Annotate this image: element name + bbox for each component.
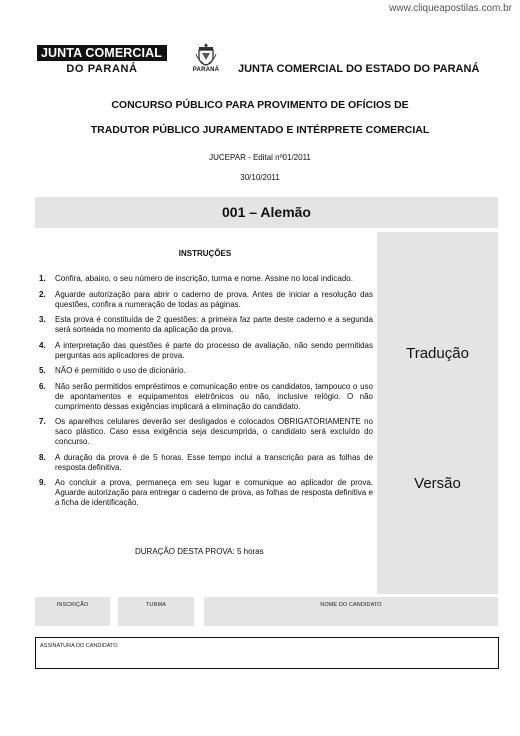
exam-date: 30/10/2011 — [240, 173, 280, 182]
parana-crest-logo — [188, 42, 224, 78]
crest-label: PARANÁ — [192, 67, 220, 73]
signature-label: ASSINATURA DO CANDIDATO — [40, 643, 118, 649]
coat-of-arms-icon — [195, 42, 217, 66]
translation-label: Tradução — [406, 345, 469, 362]
candidate-name-label: NOME DO CANDIDATO — [320, 602, 382, 608]
version-label: Versão — [414, 475, 461, 492]
instruction-text: Os aparelhos celulares deverão ser desligados e colocados OBRIGATORIAMENTE no saco plástico. Caso essa exigência seja descumprida, o candidato será excluído do concurso. — [55, 417, 373, 446]
junta-comercial-logo — [37, 45, 167, 75]
instruction-number: 8. — [39, 452, 46, 462]
side-panel — [377, 232, 498, 594]
instruction-text: Esta prova é constituída de 2 questões: a primeira faz parte deste caderno e a segunda será sorteada no momento da aplicação da prova. — [55, 315, 373, 334]
instruction-text: A duração da prova é de 5 horas. Esse tempo inclui a transcrição para as folhas de resposta definitiva. — [55, 452, 373, 472]
class-field[interactable] — [118, 597, 194, 626]
instruction-text: NÃO é permitido o uso de dicionário. — [55, 366, 186, 375]
instruction-number: 7. — [39, 417, 46, 426]
instruction-number: 4. — [39, 340, 46, 350]
instruction-item — [39, 315, 373, 335]
instruction-text: A interpretação das questões é parte do processo de avaliação, não sendo permitidas perguntas aos aplicadores de prova. — [55, 340, 373, 360]
candidate-name-field[interactable] — [204, 597, 498, 626]
org-title: JUNTA COMERCIAL DO ESTADO DO PARANÁ — [238, 63, 480, 75]
candidate-signature-field[interactable] — [35, 637, 499, 669]
instructions-list — [39, 274, 373, 514]
instructions-title: INSTRUÇÕES — [178, 249, 232, 258]
logo-line2: DO PARANÁ — [66, 63, 138, 75]
registration-number-field[interactable] — [35, 597, 110, 626]
instruction-item — [39, 478, 373, 508]
instruction-item — [39, 417, 373, 447]
instruction-item — [39, 341, 373, 361]
instruction-number: 6. — [39, 381, 46, 391]
registration-label: INSCRIÇÃO — [56, 602, 89, 608]
instruction-item — [39, 382, 373, 412]
class-label: TURMA — [145, 602, 167, 608]
instruction-item — [39, 366, 373, 376]
instruction-text: Ao concluir a prova, permaneça em seu lugar e comunique ao aplicador de prova. Aguarde autorização para entregar o caderno de prova, as folhas de resposta definitiva e a ficha de identificação. — [55, 478, 373, 507]
instruction-item — [39, 290, 373, 310]
instruction-item — [39, 274, 373, 284]
edital-number: JUCEPAR - Edital nº01/2011 — [209, 153, 311, 162]
instruction-text: Aguarde autorização para abrir o caderno de prova. Antes de iniciar a resolução das questões, confira a numeração de todas as páginas. — [55, 289, 373, 309]
instruction-number: 1. — [39, 274, 46, 283]
exam-title-line1: CONCURSO PÚBLICO PARA PROVIMENTO DE OFÍCIOS DE — [111, 99, 409, 111]
instruction-number: 3. — [39, 315, 46, 324]
subject-title: 001 – Alemão — [35, 197, 498, 228]
exam-title-line2: TRADUTOR PÚBLICO JURAMENTADO E INTÉRPRETE COMERCIAL — [90, 124, 430, 136]
instruction-number: 9. — [39, 478, 46, 487]
instruction-text: Confira, abaixo, o seu número de inscrição, turma e nome. Assine no local indicado. — [55, 274, 353, 283]
exam-duration: DURAÇÃO DESTA PROVA: 5 horas — [135, 547, 264, 556]
site-url[interactable]: www.cliqueapostilas.com.br — [389, 3, 512, 14]
instruction-number: 5. — [39, 366, 46, 375]
logo-line1: JUNTA COMERCIAL — [37, 45, 167, 61]
instruction-text: Não serão permitidos empréstimos e comunicação entre os candidatos, tampouco o uso de apontamentos e equipamentos eletrônicos ou não, inclusive relógio. O não cumprimento dessas exigências implicará a eliminação do candidato. — [55, 381, 373, 411]
instruction-number: 2. — [39, 289, 46, 299]
instruction-item — [39, 453, 373, 473]
